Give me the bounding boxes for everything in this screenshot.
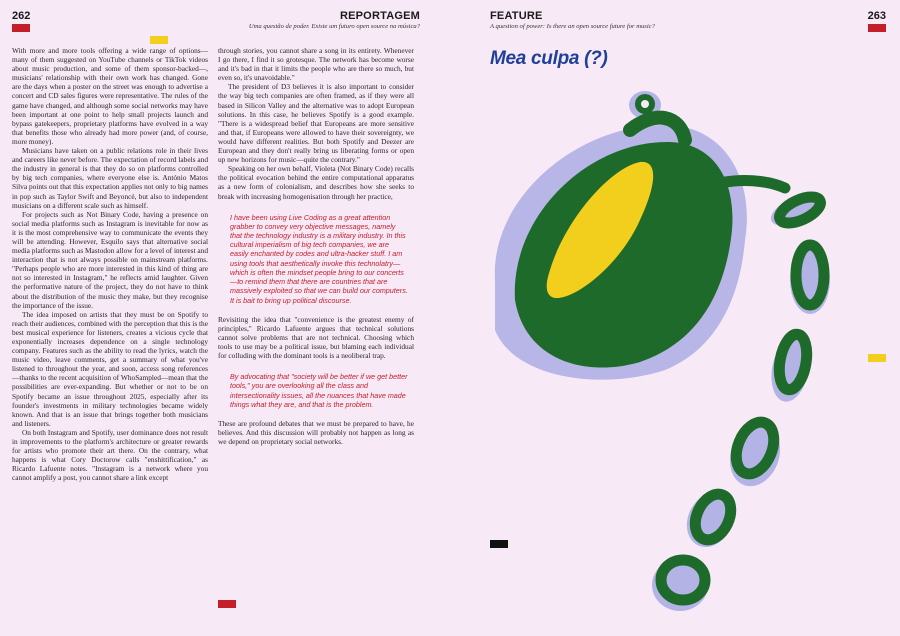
paragraph: Musicians have taken on a public relations role in their lives and careers like never before. The expectation of record labels and the industry in general is that they do so on platforms controlled by big tech companies, where everyone else is. António Matos Silva points out that this expectation applies not only to big names in pop such as Taylor Swift and Beyoncé, but also to independent musicians on a different scale such as himself. [12, 146, 208, 210]
yellow-marker-top [150, 36, 168, 44]
yellow-marker-right [868, 354, 886, 362]
running-head-left [180, 10, 420, 30]
paragraph: The idea imposed on artists that they must be on Spotify to reach their audiences, combined with the perception that this is the best musical experience for listeners, creates a vicious cycle that exponentially increases dependence on a single technology company. Features such as the ability to read the lyrics, watch the music video, leave comments, get a summary of what you've listened to throughout the year, and soon, access song references—thanks to the recent acquisition of WhoSampled—mean that the possibilities are ever-expanding. But whether or not to be on Spotify became an issue throughout 2025, especially after its founder's investments in military technologies became widely known. And that is an issue that brings together both musicians and listeners. [12, 309, 208, 428]
paragraph: On both Instagram and Spotify, user dominance does not result in improvements to the platform's architecture or greater rewards for artists who promote their art there. On the contrary, what happens is what Cory Doctorow calls "enshittification," as Ricardo Lafuente notes. "Instagram is a network where you cannot amplify a post, you cannot share a link except [12, 427, 208, 483]
body-column-2 [218, 46, 414, 628]
article-title: Mea culpa (?) [490, 48, 608, 69]
running-subtitle-right: A question of power: Is there an open source future for music? [490, 23, 655, 30]
paragraph: Revisiting the idea that "convenience is the greatest enemy of principles," Ricardo Lafuente argues that technical solutions cannot solve problems that are not technical. Choosing which tools to use may be a political issue, but blaming each individual for colluding with the dominant tools is a neoliberal trap. [218, 314, 414, 361]
shackle-chain-illustration [455, 70, 855, 630]
page-number-right: 263 [867, 10, 886, 22]
page-number-left: 262 [12, 10, 31, 22]
pull-quote-1: I have been using Live Coding as a great attention grabber to convey very objective messages, namely that the technology industry is a military industry. In this cultural imperialism of big tech companies, we are easily enchanted by codes and ultra-hacker stuff. I am using tools that aesthetically invoke this technolatry—which is often the mindset people bring to our concerts—to remind them that there are countries that are massively exploited so that we can build our computers. It is bait to bring up political discourse. [230, 212, 408, 305]
pull-quote-2: By advocating that "society will be better if we get better tools," you are overlooking all the class and intersectionality issues, all the nuances that have made things what they are, and that is the problem. [230, 372, 408, 409]
paragraph: The president of D3 believes it is also important to consider the way big tech companies are often framed, as if they were all based in Silicon Valley and the alternative was to adopt European solutions. In this case, he believes Spotify is a good example. "There is a widespread belief that Europeans are more sensitive and that, if Europeans were allowed to have their sovereignty, we would have different realities. But both Spotify and Deezer are European and they don't really bring us liberating forms or open up new horizons for music—quite the contrary." [218, 82, 414, 165]
running-head-right [490, 10, 730, 30]
section-name-right: FEATURE [490, 10, 543, 22]
red-marker-left-top [12, 24, 30, 32]
paragraph: Speaking on her own behalf, Violeta (Not Binary Code) recalls the political evocation behind the entire computational apparatus as a new form of colonialism, and describes how she seeks to break with increasing homogenisation through her practice, [218, 164, 414, 201]
paragraph: through stories, you cannot share a song in its entirety. Whenever I go there, I find it so grotesque. The network has become worse and it's bad in that it limits the people who are there so much, but even so, it's unavoidable." [218, 46, 414, 83]
paragraph: For projects such as Not Binary Code, having a presence on social media platforms such as Instagram is inevitable for now as it is the most comprehensive way to communicate the events they will be attending. However, Esquilo says that alternative social media platforms such as Mastodon allow for a level of interest and interaction that is not always possible on mainstream platforms. "Perhaps people who are more interested in this kind of thing are not so interested in Instagram," he reflects amid laughter. Given the performative nature of the project, they do not have to think about the distribution of the music they make, but they recognise the importance of the issue. [12, 209, 208, 310]
red-marker-right-top [868, 24, 886, 32]
paragraph: With more and more tools offering a wide range of options—many of them suggested on YouTube channels or TikTok videos about music production, and some of them sponsor-backed—, musicians' relationship with their own work has changed. Gone are the days when a poster on the street was enough to advertise a concert and CD sales figures were representative. The rules of the game have changed, and although some social networks may have been important at one point to help small projects launch and bypass gatekeepers, proprietary platforms have evolved in a way that benefits those who already had more power (and, of course, more money). [12, 46, 208, 146]
section-name-left: REPORTAGEM [339, 10, 420, 22]
running-subtitle-left: Uma questão de poder. Existe um futuro open source na música? [248, 23, 420, 30]
body-column-1 [12, 46, 208, 628]
paragraph: These are profound debates that we must be prepared to have, he believes. And this discussion will probably not happen as long as we depend on proprietary social networks. [218, 419, 414, 447]
